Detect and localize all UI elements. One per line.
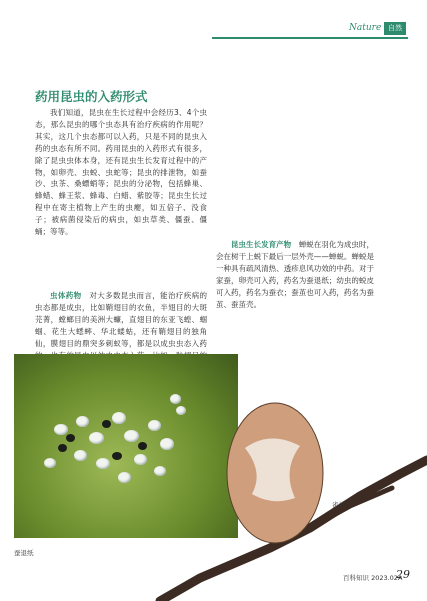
larva (74, 450, 87, 461)
larva (96, 458, 110, 469)
larva (124, 430, 139, 442)
larva (112, 452, 122, 460)
article-title: 药用昆虫的入药形式 (35, 89, 148, 104)
larva (102, 420, 111, 428)
larva (58, 444, 67, 452)
section-label: Nature (349, 23, 382, 33)
branch-fork (310, 488, 392, 528)
larva (76, 416, 89, 427)
section2-paragraph (216, 239, 374, 310)
section2-text: 蝉蜕在羽化为成虫时，会在树干上蜕下最后一层外壳——蝉蜕。蝉蜕是一种具有疏风清热、透疹息风功效的中药。对于家蚕，卵壳可入药，药名为蚕退纸；幼虫的蜕皮可入药，药名为蚕衣；蚕茧也可入药，药名为蚕茧、蚕茧壳。 (216, 240, 374, 309)
larva (89, 432, 104, 444)
page-number: 29 (396, 568, 410, 581)
section1-heading: 虫体药物 (50, 291, 82, 300)
larva (44, 458, 56, 468)
larva (112, 412, 126, 424)
section-tag: 自然 (384, 22, 406, 35)
larva (118, 472, 131, 483)
header-rule (212, 37, 408, 39)
larva (134, 454, 147, 465)
larva (138, 442, 147, 450)
silkworm-caption: 蚕退纸 (14, 549, 34, 557)
intro-paragraph-column (35, 107, 207, 238)
intro-paragraph: 我们知道，昆虫在生长过程中会经历3、4个虫态，那么昆虫的哪个虫态具有治疗疾病的作用呢？其实，这几个虫态都可以入药，只是不同的昆虫入药的虫态有所不同。药用昆虫的入药形式有很多，除了昆虫虫体本身，还有昆虫生长发育过程中的产物，如卵壳、虫蜕、虫蛇等；昆虫的排泄物，如蚕沙、虫茶、桑螵蛸等；昆虫的分泌物，包括蜂巢、蜂蜡、蜂王浆、蜂毒、白蜡、紫胶等；昆虫生长过程中在寄主植物上产生的虫瘿，如五倍子、没食子；被病菌侵染后的病虫，如虫草类、僵蚕、僵蛹；等等。 (35, 108, 207, 237)
section2-heading: 昆虫生长发育产物 (231, 240, 292, 249)
section2-column (216, 239, 374, 310)
larva (54, 424, 68, 435)
section1-text: 对大多数昆虫而言，能治疗疾病的虫态都是成虫，比如鞘翅目的衣鱼，半翅目的大斑芫菁，螳螂目的美洲大蠊，直翅目的东亚飞蝗、蝈蝈、花生大蟋蟀、华北蝼蛄，还有鞘翅目的独角仙，膜翅目的鼎突多刺蚁等，都是以成虫虫态入药 (35, 291, 207, 348)
cocoon-on-branch-illustration (160, 378, 427, 601)
footer-source: 百科知识 2023.02A (343, 574, 403, 582)
larva (66, 434, 75, 442)
cocoon-caption: 雀瓮 (332, 501, 345, 509)
